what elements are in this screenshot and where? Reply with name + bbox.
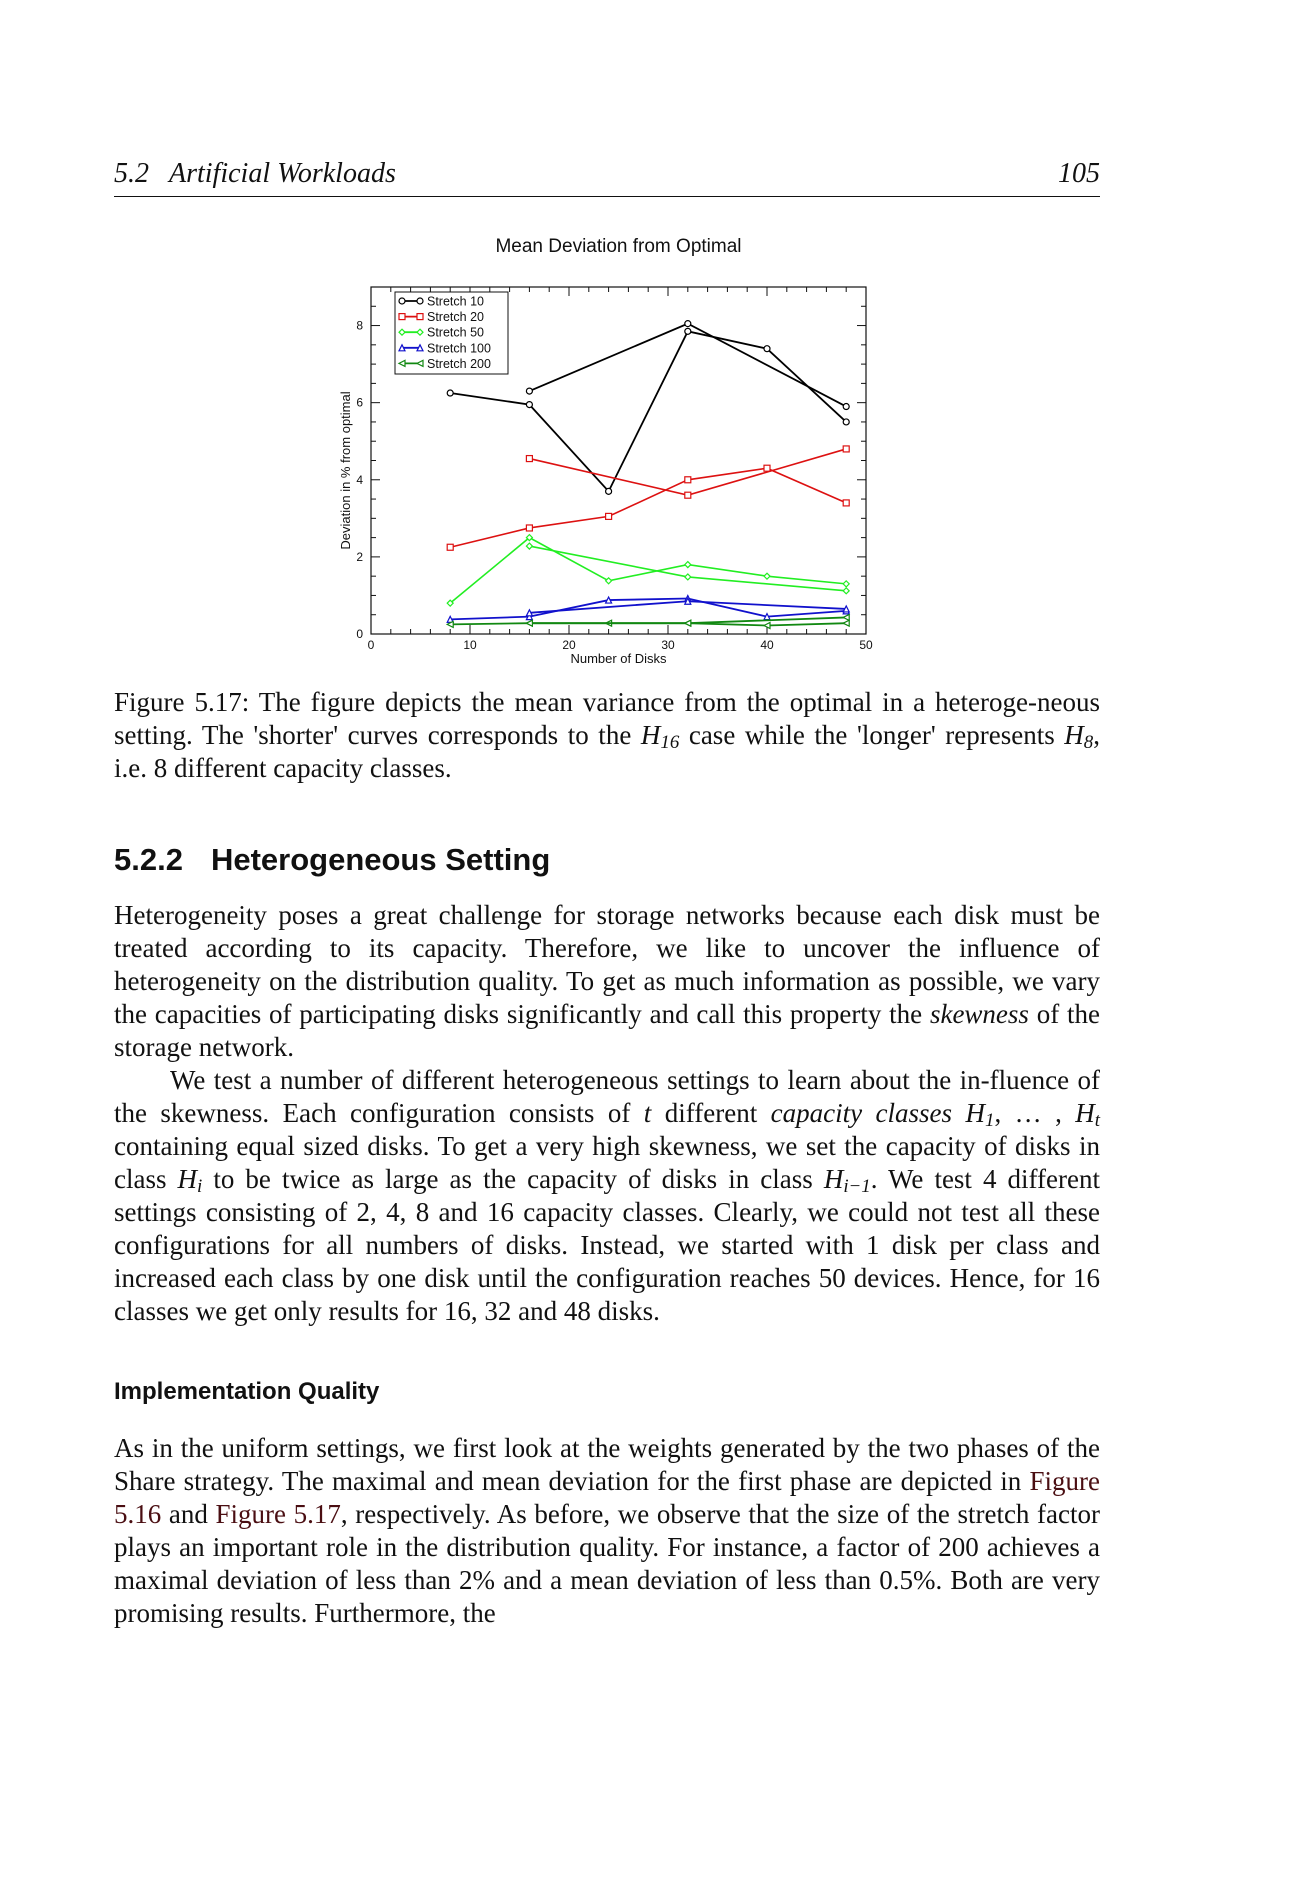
paragraph: We test a number of different heterogeneous settings to learn about the in-fluence of the skewness. Each configuration consists of t different capacity classes $H_1$, … , $H_t$ containing equal sized disks. To get a very high skewness, we set the capacity of disks in class $H_i$ to be twice as large as the capacity of disks in class $H_{i-1}$. We test 4 different settings consisting of 2, 4, 8 and 16 capacity classes. Clearly, we could not test all these configurations for all numbers of disks. Instead, we started with 1 disk per class and increased each class by one disk until the configuration reaches 50 devices. Hence, for 16 classes we get only results for 16, 32 and 48 disks.	[114, 1065, 1101, 1326]
section-heading-number: 5.2.2	[114, 842, 183, 877]
y-tick-label: 2	[356, 549, 363, 564]
section-heading-title: Heterogeneous Setting	[210, 842, 551, 877]
paragraph: As in the uniform settings, we first look at the weights generated by the two phases of the Share strategy. The maximal and mean deviation for the first phase are depicted in Figure 5.16 and Figure 5.17, respectively. As before, we observe that the size of the stretch factor plays an important role in the distribution quality. For instance, a factor of 200 achieves a maximal deviation of less than 2% and a mean deviation of less than 0.5%. Both are very promising results. Furthermore, the	[114, 1433, 1101, 1628]
math-h8: $H_8$	[1064, 720, 1094, 753]
section-title: Artificial Workloads	[169, 158, 396, 189]
chart-legend	[395, 292, 508, 374]
math-hi: $H_i$	[177, 1164, 203, 1197]
math-hi-minus-1: $H_{i-1}$	[823, 1164, 871, 1197]
page-number: 105	[1058, 158, 1100, 189]
y-tick-label: 4	[356, 472, 363, 487]
x-tick-label: 40	[760, 638, 774, 652]
x-tick-label: 30	[661, 638, 675, 652]
section-heading	[114, 842, 550, 878]
series-stretch-200-h8	[447, 620, 849, 628]
y-tick-label: 0	[356, 627, 363, 641]
paragraph: Heterogeneity poses a great challenge for storage networks because each disk must be treated according to its capacity. Therefore, we like to uncover the influence of heterogeneity on the distribution quality. To get as much information as possible, we vary the capacities of participating disks significantly and call this property the skewness of the storage network.	[114, 900, 1100, 1062]
line-chart	[0, 0, 1299, 680]
series-stretch-50-h16	[526, 543, 849, 594]
emphasis: skewness	[929, 999, 1029, 1029]
figure-caption	[114, 686, 1100, 785]
caption-text: The figure depicts the mean variance from the optimal in a heteroge-neous setting. The 'shorter' curves corresponds to the	[114, 687, 1100, 750]
x-tick-label: 20	[562, 638, 576, 652]
y-axis-label: Deviation in % from optimal	[338, 391, 353, 550]
math-t: t	[643, 1098, 652, 1128]
legend-label: Stretch 50	[427, 325, 484, 340]
math-h1: $H_1$	[965, 1098, 995, 1131]
caption-text: , i.e. 8 different capacity classes.	[114, 720, 1100, 783]
x-tick-label: 10	[463, 638, 477, 652]
caption-label: Figure 5.17:	[114, 687, 250, 717]
figure-5-17-link[interactable]: Figure 5.17	[215, 1499, 341, 1529]
series-stretch-50-h8	[447, 535, 849, 607]
legend-label: Stretch 10	[427, 294, 484, 309]
chart-title: Mean Deviation from Optimal	[495, 236, 742, 257]
x-tick-label: 0	[367, 638, 375, 652]
figure-5-16-link[interactable]: Figure 5.16	[114, 1466, 1100, 1529]
emphasis: capacity classes	[770, 1098, 953, 1128]
subsection-heading: Implementation Quality	[114, 1378, 380, 1405]
x-axis-label: Number of Disks	[570, 651, 667, 666]
legend-label: Stretch 20	[427, 310, 484, 325]
series-stretch-20-h8	[447, 465, 849, 550]
math-ht: $H_t$	[1075, 1098, 1101, 1131]
legend-label: Stretch 200	[427, 356, 491, 371]
y-tick-label: 6	[356, 395, 363, 410]
legend-label: Stretch 100	[427, 341, 491, 356]
math-h16: $H_{16}$	[640, 720, 680, 753]
caption-text: case while the 'longer' represents	[679, 720, 1065, 750]
y-tick-label: 8	[356, 318, 363, 333]
section-number: 5.2	[114, 158, 149, 189]
series-stretch-100-h8	[447, 596, 849, 623]
x-tick-label: 50	[859, 638, 873, 652]
